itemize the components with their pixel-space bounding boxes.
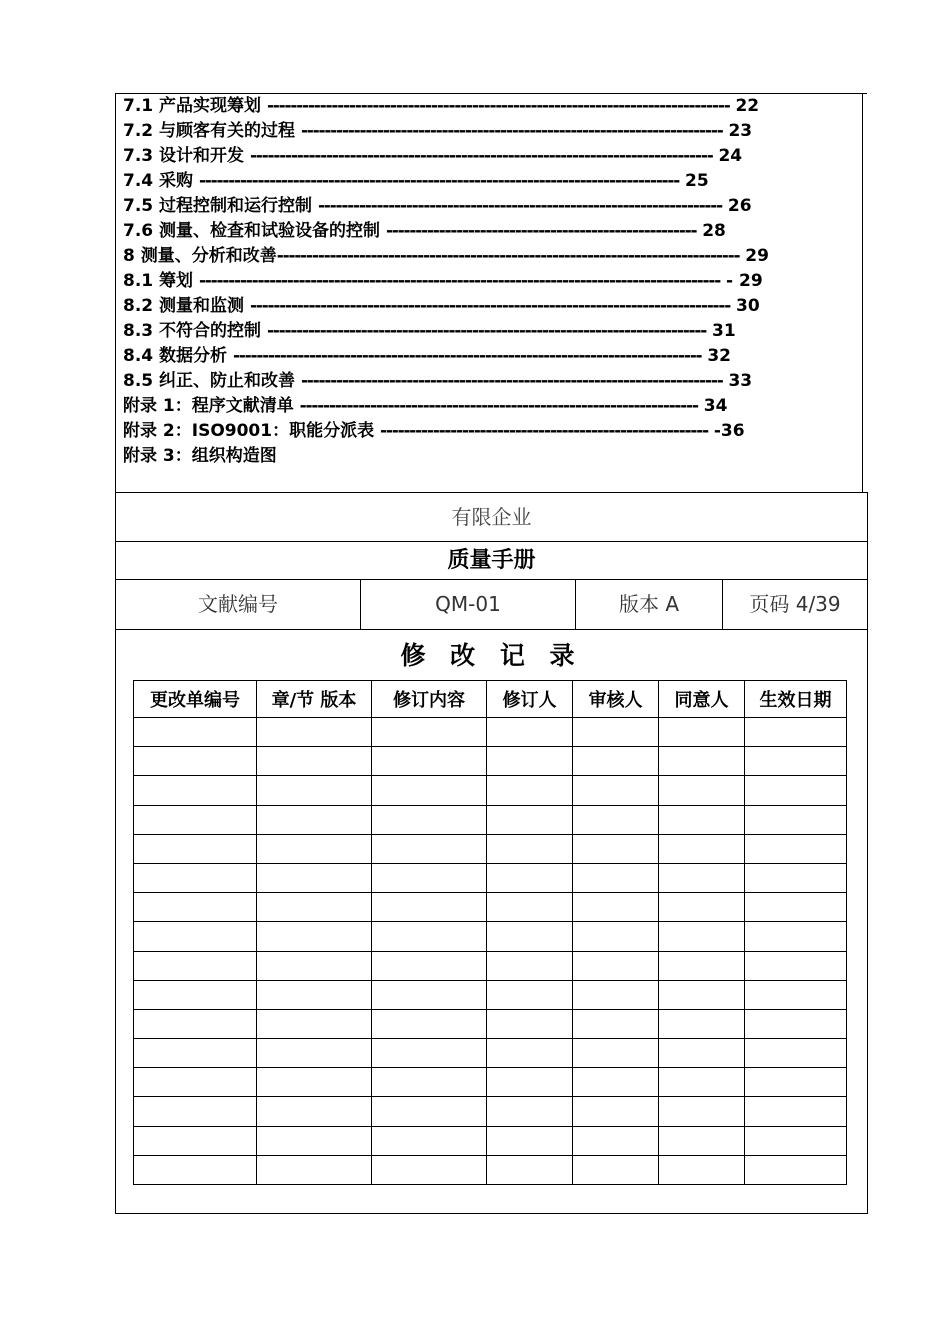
toc-entry-page: 23 (722, 121, 753, 141)
toc-entry-leader: -------------------------------------------------------------------- (299, 396, 698, 416)
table-row (134, 922, 847, 951)
table-cell (372, 893, 487, 922)
toc-entry (123, 94, 759, 119)
table-cell (745, 863, 847, 892)
toc-entry-page: 32 (701, 346, 731, 366)
revision-column-header: 审核人 (573, 681, 659, 718)
doc-number: QM-01 (361, 580, 576, 629)
table-cell (134, 776, 257, 805)
table-cell (134, 863, 257, 892)
table-cell (372, 1039, 487, 1068)
table-cell (745, 1126, 847, 1155)
table-cell (487, 1009, 573, 1038)
table-row (134, 1155, 847, 1184)
table-row (134, 893, 847, 922)
revision-table (133, 680, 847, 1185)
table-cell (573, 1126, 659, 1155)
table-cell (745, 718, 847, 747)
toc-entry-page: 30 (730, 296, 760, 316)
table-cell (134, 1126, 257, 1155)
table-row (134, 1068, 847, 1097)
table-cell (134, 747, 257, 776)
table-cell (134, 1155, 257, 1184)
manual-title: 质量手册 (115, 541, 868, 579)
revision-column-header: 修订人 (487, 681, 573, 718)
table-cell (372, 718, 487, 747)
toc-entry (123, 319, 736, 344)
table-cell (257, 718, 372, 747)
table-cell (659, 1126, 745, 1155)
table-cell (745, 776, 847, 805)
table-cell (372, 922, 487, 951)
table-cell (573, 1097, 659, 1126)
table-cell (745, 1155, 847, 1184)
toc-entry-page: 31 (706, 321, 736, 341)
table-cell (372, 1097, 487, 1126)
table-cell (487, 1068, 573, 1097)
table-cell (257, 1068, 372, 1097)
revision-column-header: 修订内容 (372, 681, 487, 718)
table-cell (659, 718, 745, 747)
table-cell (659, 805, 745, 834)
table-cell (745, 1097, 847, 1126)
table-cell (257, 980, 372, 1009)
toc-entry-title: 8.1 筹划 (123, 271, 199, 291)
table-cell (659, 834, 745, 863)
table-cell (573, 1039, 659, 1068)
table-cell (372, 834, 487, 863)
table-cell (257, 1155, 372, 1184)
table-row (134, 1126, 847, 1155)
revision-column-header: 生效日期 (745, 681, 847, 718)
table-cell (487, 747, 573, 776)
toc-entry-leader: --------------------------------------------------------------------- (317, 196, 722, 216)
table-cell (134, 805, 257, 834)
table-row (134, 805, 847, 834)
toc-entry-leader: ------------------------------------------------------------------------------- (276, 246, 740, 266)
toc-entry-page: - 29 (720, 271, 763, 291)
table-cell (134, 980, 257, 1009)
revision-header-row (134, 681, 847, 718)
table-cell (372, 863, 487, 892)
toc-entry (123, 119, 752, 144)
table-cell (659, 1097, 745, 1126)
doc-page: 页码 4/39 (749, 592, 841, 616)
table-cell (745, 747, 847, 776)
table-cell (134, 1009, 257, 1038)
toc-entry (123, 444, 277, 469)
revision-title: 修 改 记 录 (400, 641, 583, 670)
company-name: 有限企业 (115, 492, 868, 541)
table-cell (573, 1155, 659, 1184)
toc-entry (123, 219, 726, 244)
table-cell (257, 893, 372, 922)
table-cell (573, 863, 659, 892)
toc-entry-title: 8.4 数据分析 (123, 346, 233, 366)
table-cell (134, 834, 257, 863)
doc-version: 版本 A (576, 580, 723, 629)
toc-entry-title: 8 测量、分析和改善 (123, 246, 277, 266)
toc-entry-title: 附录 3：组织构造图 (123, 446, 277, 466)
table-cell (745, 980, 847, 1009)
table-cell (573, 718, 659, 747)
toc-entry (123, 244, 769, 269)
table-cell (745, 1009, 847, 1038)
table-cell (257, 863, 372, 892)
table-cell (573, 747, 659, 776)
toc-entry-page: 33 (722, 371, 753, 391)
toc-entry (123, 194, 752, 219)
table-cell (134, 1068, 257, 1097)
table-row (134, 863, 847, 892)
toc-entry-page: 25 (679, 171, 709, 191)
toc-entry-title: 8.5 纠正、防止和改善 (123, 371, 301, 391)
table-cell (487, 1126, 573, 1155)
toc-entry-leader: --------------------------------------------------------------------------- (266, 321, 707, 341)
table-cell (745, 951, 847, 980)
table-cell (745, 1039, 847, 1068)
toc-entry-title: 7.6 测量、检查和试验设备的控制 (123, 221, 386, 241)
table-cell (745, 834, 847, 863)
toc-entry-title: 8.3 不符合的控制 (123, 321, 267, 341)
table-cell (134, 922, 257, 951)
table-cell (659, 776, 745, 805)
table-cell (487, 1039, 573, 1068)
toc-entry (123, 144, 742, 169)
table-cell (659, 1039, 745, 1068)
toc-entry-page: 34 (697, 396, 728, 416)
toc-entry-title: 7.2 与顾客有关的过程 (123, 121, 301, 141)
table-cell (257, 776, 372, 805)
table-cell (573, 834, 659, 863)
toc-entry-leader: ----------------------------------------------------- (385, 221, 697, 241)
toc-corner-tick (861, 93, 867, 94)
table-cell (573, 951, 659, 980)
toc-entry-leader: ----------------------------------------------------------------------------------------- (198, 271, 721, 291)
toc-entry (123, 344, 731, 369)
table-cell (487, 1097, 573, 1126)
table-row (134, 834, 847, 863)
table-cell (257, 1009, 372, 1038)
table-cell (257, 834, 372, 863)
toc-entry (123, 369, 752, 394)
table-cell (134, 893, 257, 922)
table-cell (372, 1126, 487, 1155)
toc-entry-page: 22 (729, 96, 760, 116)
toc-entry-leader: ---------------------------------------------------------------------------------- (198, 171, 680, 191)
toc-entry-leader: ------------------------------------------------------------------------------- (249, 146, 713, 166)
toc-entry-page: 26 (722, 196, 752, 216)
toc-entry-leader: ------------------------------------------------------------------------ (300, 371, 723, 391)
table-cell (257, 1097, 372, 1126)
table-row (134, 980, 847, 1009)
table-cell (487, 922, 573, 951)
table-cell (487, 718, 573, 747)
table-cell (257, 951, 372, 980)
table-cell (372, 1155, 487, 1184)
table-cell (134, 1039, 257, 1068)
toc-entry (123, 169, 709, 194)
document-info-row (115, 579, 868, 630)
toc-entry-page: -36 (707, 421, 745, 441)
toc-entry-leader: ------------------------------------------------------------------------ (300, 121, 723, 141)
toc-entry (123, 394, 727, 419)
table-cell (745, 922, 847, 951)
table-cell (659, 747, 745, 776)
table-row (134, 1097, 847, 1126)
table-cell (372, 747, 487, 776)
toc-entry-title: 7.3 设计和开发 (123, 146, 250, 166)
toc-entry (123, 294, 760, 319)
table-cell (573, 1068, 659, 1097)
table-cell (659, 1155, 745, 1184)
table-cell (134, 951, 257, 980)
table-cell (487, 776, 573, 805)
table-cell (257, 747, 372, 776)
toc-entry-page: 29 (739, 246, 769, 266)
toc-entry-page: 28 (696, 221, 726, 241)
table-cell (573, 922, 659, 951)
table-cell (659, 951, 745, 980)
table-cell (257, 922, 372, 951)
revision-column-header: 章/节 版本 (257, 681, 372, 718)
table-row (134, 951, 847, 980)
table-cell (745, 1068, 847, 1097)
table-cell (134, 1097, 257, 1126)
toc-entry-leader: ---------------------------------------------------------------------------------- (249, 296, 731, 316)
table-cell (257, 1039, 372, 1068)
toc-entry-title: 7.4 采购 (123, 171, 199, 191)
toc-entry-title: 7.1 产品实现筹划 (123, 96, 267, 116)
table-cell (372, 951, 487, 980)
toc-entry (123, 269, 763, 294)
table-cell (372, 776, 487, 805)
toc-entry-title: 附录 1：程序文献清单 (123, 396, 300, 416)
table-cell (659, 1068, 745, 1097)
revision-body (134, 718, 847, 1185)
table-cell (487, 1155, 573, 1184)
table-cell (257, 805, 372, 834)
table-cell (487, 805, 573, 834)
table-cell (745, 805, 847, 834)
table-cell (487, 893, 573, 922)
table-cell (372, 1009, 487, 1038)
table-cell (134, 718, 257, 747)
table-row (134, 718, 847, 747)
toc-entry-title: 附录 2：ISO9001：职能分派表 (123, 421, 381, 441)
table-cell (659, 863, 745, 892)
toc-entry (123, 419, 745, 444)
table-cell (745, 893, 847, 922)
table-cell (372, 1068, 487, 1097)
table-row (134, 747, 847, 776)
table-cell (573, 980, 659, 1009)
toc-entry-page: 24 (712, 146, 743, 166)
table-cell (573, 893, 659, 922)
table-cell (659, 922, 745, 951)
table-cell (487, 863, 573, 892)
revision-column-header: 更改单编号 (134, 681, 257, 718)
table-cell (372, 805, 487, 834)
table-cell (659, 893, 745, 922)
table-row (134, 1009, 847, 1038)
toc-entry-leader: ------------------------------------------------------------------------------- (266, 96, 730, 116)
table-cell (487, 980, 573, 1009)
table-cell (659, 980, 745, 1009)
table-cell (573, 776, 659, 805)
table-cell (573, 1009, 659, 1038)
toc-entry-leader: -------------------------------------------------------- (380, 421, 708, 441)
table-cell (659, 1009, 745, 1038)
table-cell (487, 951, 573, 980)
table-row (134, 1039, 847, 1068)
toc-entry-title: 7.5 过程控制和运行控制 (123, 196, 318, 216)
table-cell (372, 980, 487, 1009)
table-cell (257, 1126, 372, 1155)
table-cell (487, 834, 573, 863)
toc-entry-leader: -------------------------------------------------------------------------------- (232, 346, 702, 366)
table-row (134, 776, 847, 805)
doc-number-label: 文献编号 (116, 580, 361, 629)
table-cell (573, 805, 659, 834)
toc-entry-title: 8.2 测量和监测 (123, 296, 250, 316)
revision-column-header: 同意人 (659, 681, 745, 718)
